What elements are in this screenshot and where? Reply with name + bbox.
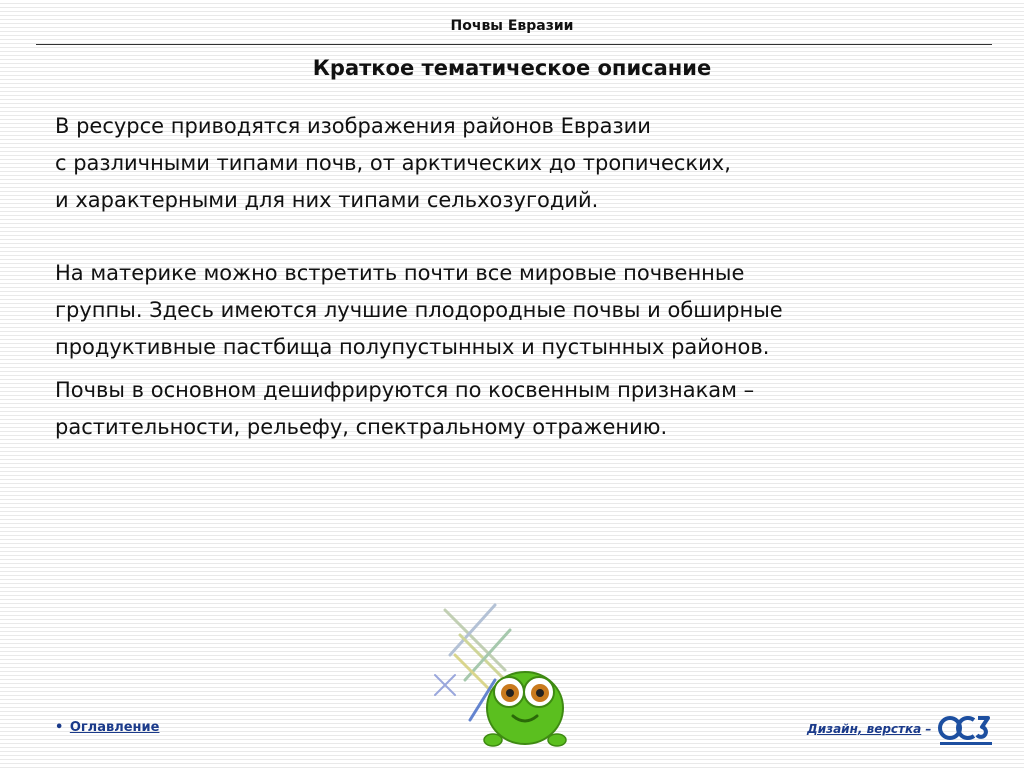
site-title: Почвы Евразии xyxy=(450,18,574,34)
toc-link-label: Оглавление xyxy=(69,720,160,735)
paragraph-2-line-1: На материке можно встретить почти все мировые почвенные xyxy=(55,261,745,285)
paragraph-2 xyxy=(55,255,955,366)
paragraph-1 xyxy=(55,108,955,219)
credits-link-label: Дизайн, верстка xyxy=(807,722,922,736)
page-title: Краткое тематическое описание xyxy=(312,56,712,80)
paragraph-3 xyxy=(55,372,955,446)
paragraph-2-line-3: продуктивные пастбища полупустынных и пустынных районов. xyxy=(55,335,770,359)
green-mascot-icon xyxy=(425,600,575,750)
paragraph-3-line-1: Почвы в основном дешифрируются по косвенным признакам – xyxy=(55,378,755,402)
header-divider xyxy=(36,44,992,45)
paragraph-1-line-2: с различными типами почв, от арктических до тропических, xyxy=(55,151,731,175)
toc-link[interactable] xyxy=(55,720,159,735)
paragraph-1-line-1: В ресурсе приводятся изображения районов Евразии xyxy=(55,114,651,138)
paragraph-1-line-3: и характерными для них типами сельхозугодий. xyxy=(55,188,599,212)
paragraph-2-line-2: группы. Здесь имеются лучшие плодородные почвы и обширные xyxy=(55,298,783,322)
credits-dash: – xyxy=(925,722,932,736)
credits-link[interactable] xyxy=(807,722,931,736)
ocz-logo-icon[interactable] xyxy=(938,712,994,748)
toc-bullet: • xyxy=(55,720,64,735)
content-body xyxy=(55,108,955,446)
paragraph-3-line-2: растительности, рельефу, спектральному отражению. xyxy=(55,415,668,439)
